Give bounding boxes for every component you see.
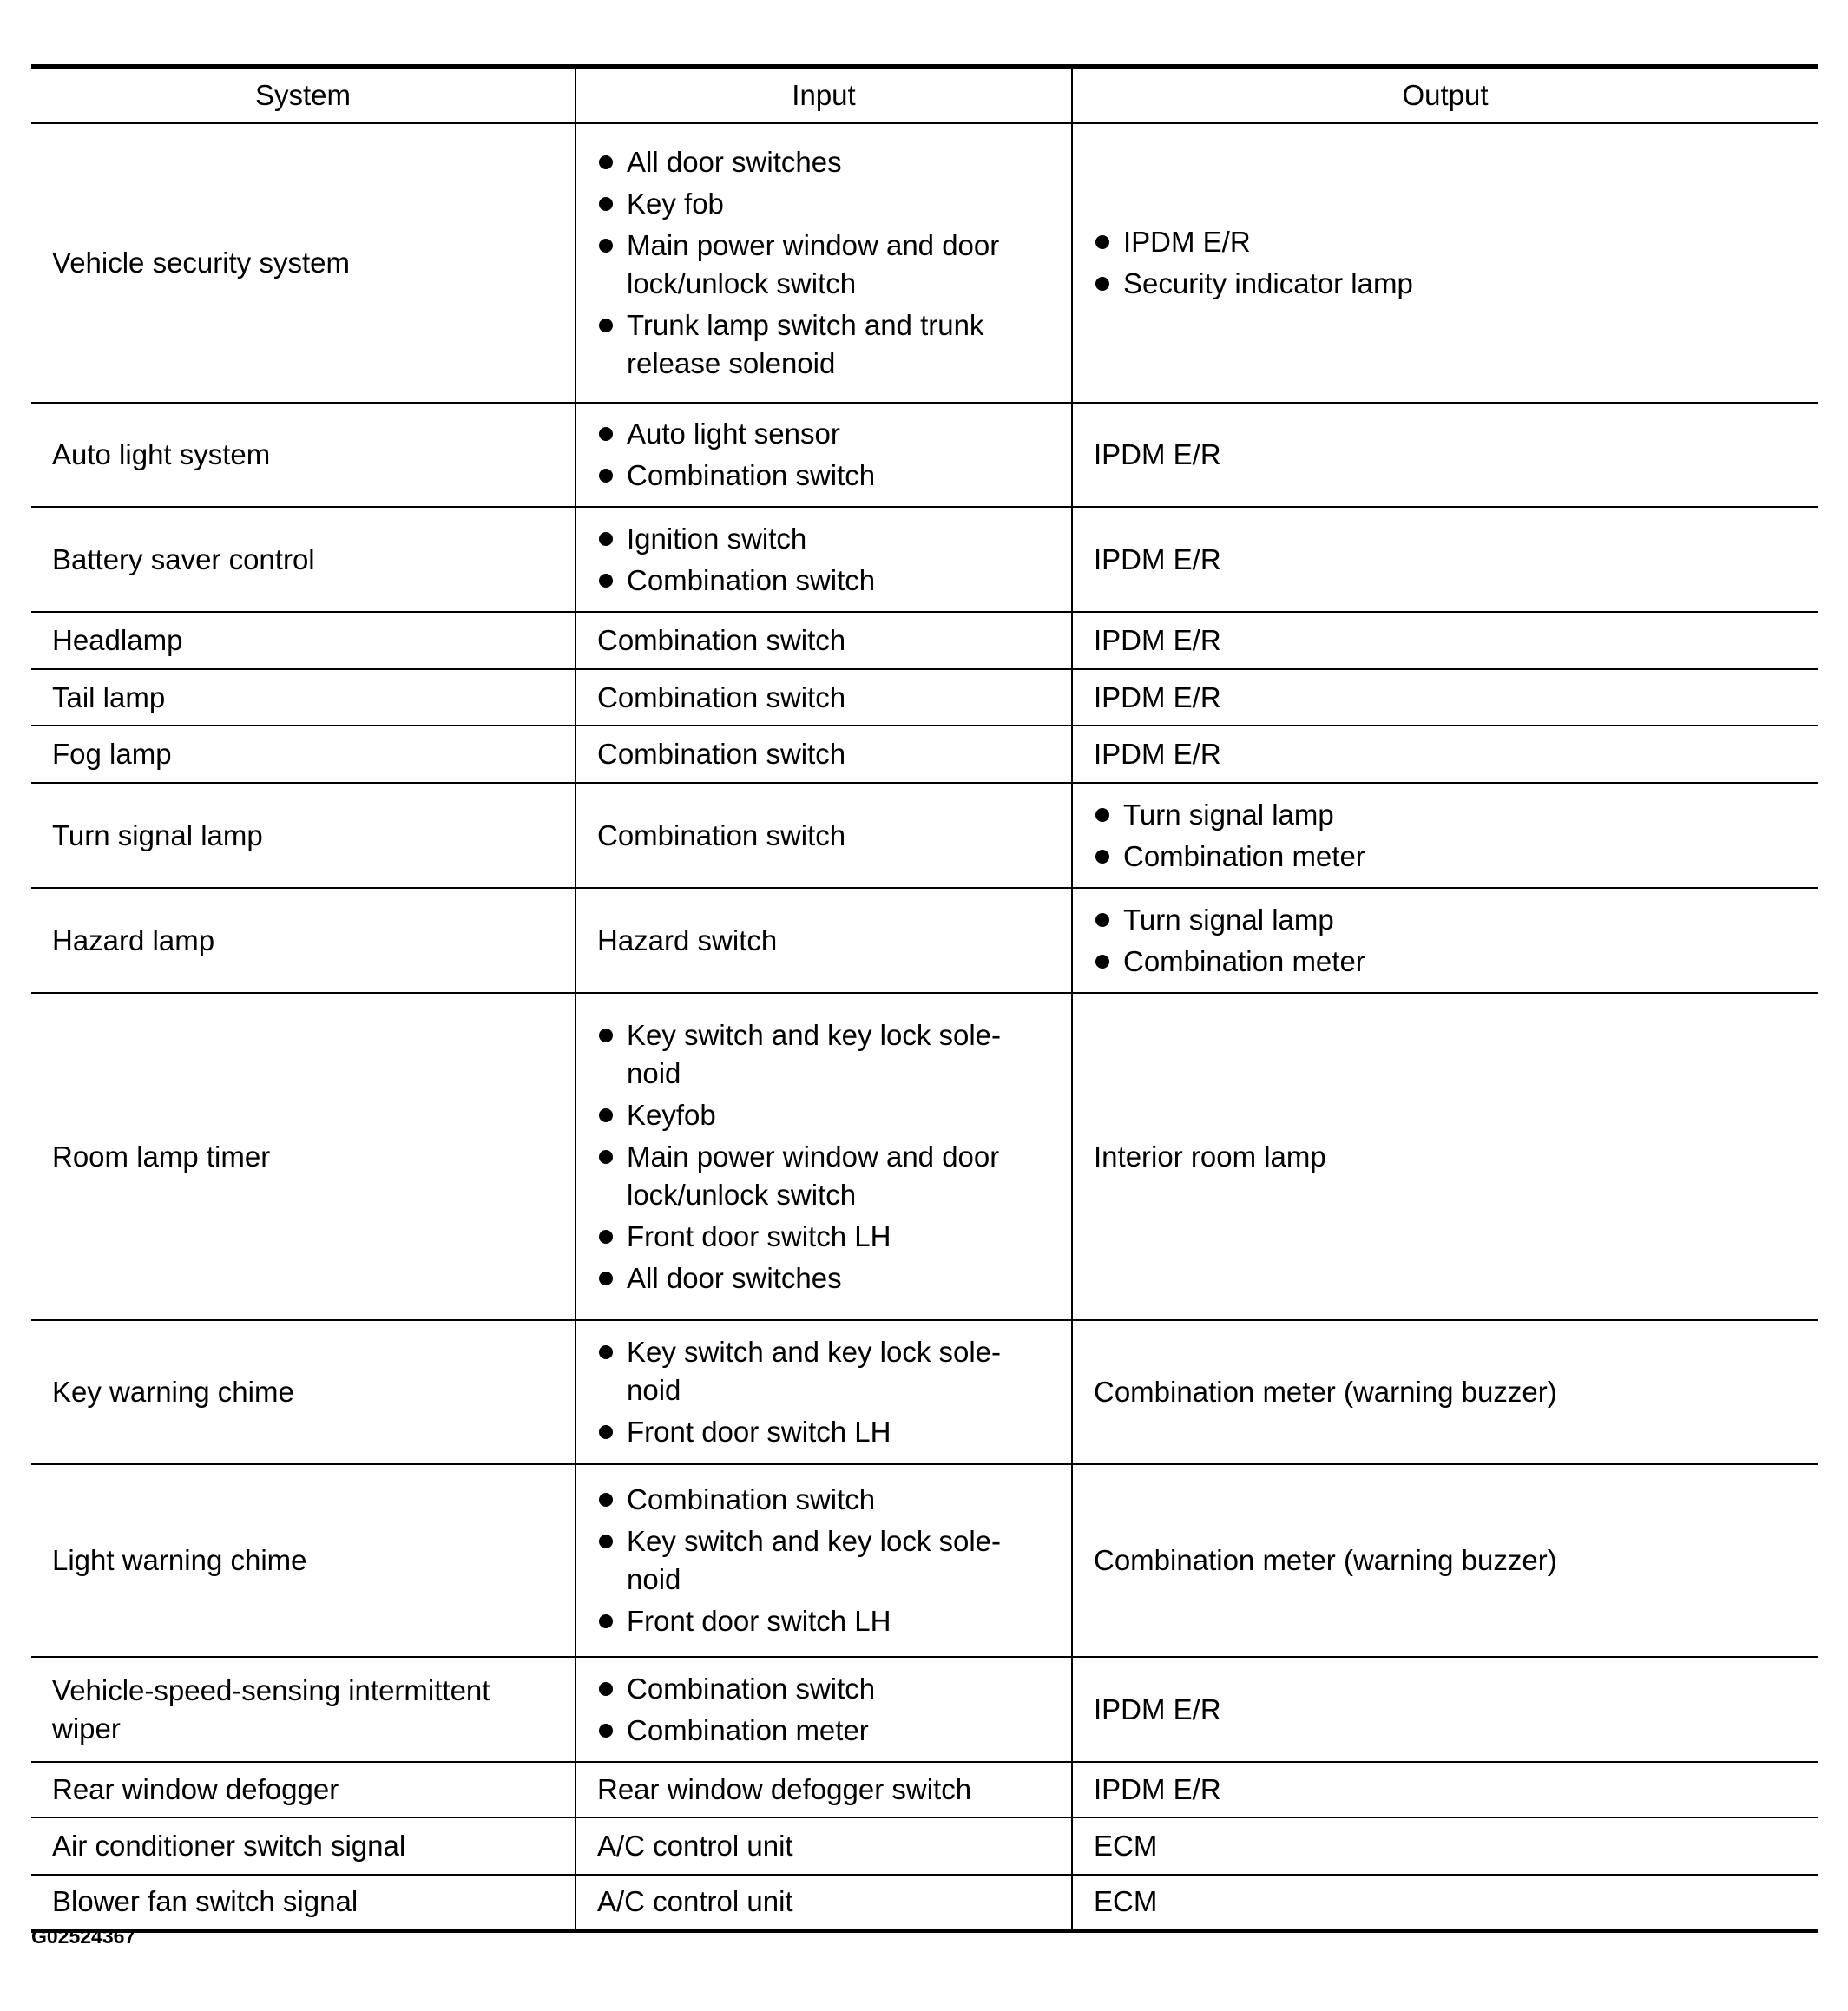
cell-system: Air conditioner switch signal [31,1817,575,1875]
cell-system: Key warning chime [31,1320,575,1464]
cell-output [1072,783,1818,888]
cell-output: IPDM E/R [1072,726,1818,783]
cell-output [1072,888,1818,993]
cell-output: Combination meter (warning buzzer) [1072,1320,1818,1464]
input-bullet-item: Trunk lamp switch and trunk release solenoid [597,306,1054,383]
cell-output: IPDM E/R [1072,403,1818,507]
table-row [31,507,1818,612]
table-row [31,1817,1818,1875]
table-row [31,1875,1818,1930]
output-bullet-list [1094,223,1800,303]
cell-output: Combination meter (warning buzzer) [1072,1464,1818,1657]
input-bullet-item: Front door switch LH [597,1218,1054,1256]
cell-output: IPDM E/R [1072,1762,1818,1817]
output-bullet-item: Turn signal lamp [1094,796,1800,834]
table-row [31,1762,1818,1817]
cell-input: Combination switch [575,612,1072,669]
cell-system: Headlamp [31,612,575,669]
cell-output: Interior room lamp [1072,993,1818,1320]
table-row [31,783,1818,888]
input-bullet-item: Main power window and door lock/unlock switch [597,1138,1054,1214]
output-bullet-list [1094,901,1800,981]
input-bullet-item: All door switches [597,143,1054,181]
input-bullet-item: All door switches [597,1259,1054,1298]
header-output: Output [1072,67,1818,124]
cell-input [575,993,1072,1320]
input-bullet-list [597,1670,1054,1750]
cell-input [575,123,1072,403]
cell-input: Combination switch [575,783,1072,888]
input-bullet-item: Key fob [597,185,1054,223]
cell-system: Fog lamp [31,726,575,783]
input-bullet-item: Keyfob [597,1096,1054,1134]
table-row [31,1464,1818,1657]
table-row [31,669,1818,726]
input-bullet-item: Ignition switch [597,520,1054,558]
cell-output: IPDM E/R [1072,669,1818,726]
output-bullet-list [1094,796,1800,876]
cell-input [575,1320,1072,1464]
input-bullet-list [597,143,1054,383]
output-bullet-item: Combination meter [1094,838,1800,876]
input-bullet-item: Key switch and key lock sole-noid [597,1333,1054,1410]
figure-code: G02524367 [31,1925,136,1948]
input-bullet-item: Front door switch LH [597,1413,1054,1451]
input-bullet-item: Key switch and key lock sole-noid [597,1016,1054,1093]
system-io-table [31,64,1818,1933]
table-row [31,726,1818,783]
output-bullet-item: Combination meter [1094,943,1800,981]
cell-output: IPDM E/R [1072,612,1818,669]
input-bullet-item: Combination switch [597,1481,1054,1519]
cell-input: Hazard switch [575,888,1072,993]
input-bullet-item: Auto light sensor [597,415,1054,453]
cell-input [575,1657,1072,1762]
input-bullet-list [597,1333,1054,1451]
cell-system: Light warning chime [31,1464,575,1657]
cell-input: Combination switch [575,726,1072,783]
input-bullet-list [597,1016,1054,1298]
cell-system: Hazard lamp [31,888,575,993]
header-row [31,67,1818,124]
table-row [31,1320,1818,1464]
input-bullet-list [597,520,1054,600]
cell-input: Rear window defogger switch [575,1762,1072,1817]
cell-output: ECM [1072,1817,1818,1875]
table-row [31,1657,1818,1762]
table-row [31,403,1818,507]
cell-system: Vehicle security system [31,123,575,403]
cell-input [575,1464,1072,1657]
input-bullet-item: Combination switch [597,562,1054,600]
system-io-table-container [31,64,1818,1933]
cell-input: A/C control unit [575,1817,1072,1875]
cell-system: Tail lamp [31,669,575,726]
cell-input: A/C control unit [575,1875,1072,1930]
input-bullet-item: Combination switch [597,457,1054,495]
input-bullet-list [597,415,1054,495]
cell-output: ECM [1094,1885,1158,1918]
table-body [31,123,1818,1930]
output-bullet-item: Security indicator lamp [1094,265,1800,303]
input-bullet-item: Combination switch [597,1670,1054,1708]
cell-system: Auto light system [31,403,575,507]
cell-input: Combination switch [575,669,1072,726]
cell-system: Battery saver control [31,507,575,612]
cell-system: Room lamp timer [31,993,575,1320]
table-row [31,888,1818,993]
table-row [31,123,1818,403]
cell-input [575,507,1072,612]
cell-system: Rear window defogger [31,1762,575,1817]
output-bullet-item: Turn signal lamp [1094,901,1800,939]
cell-system: Blower fan switch signal [31,1875,575,1930]
input-bullet-item: Main power window and door lock/unlock switch [597,227,1054,303]
header-system: System [31,67,575,124]
input-bullet-item: Key switch and key lock sole-noid [597,1522,1054,1599]
table-header [31,67,1818,124]
cell-output: IPDM E/R [1072,1657,1818,1762]
cell-input [575,403,1072,507]
output-bullet-item: IPDM E/R [1094,223,1800,261]
input-bullet-item: Front door switch LH [597,1602,1054,1640]
cell-output [1072,123,1818,403]
cell-output: IPDM E/R [1072,507,1818,612]
input-bullet-item: Combination meter [597,1712,1054,1750]
table-row [31,612,1818,669]
header-input: Input [575,67,1072,124]
table-row [31,993,1818,1320]
cell-system: Turn signal lamp [31,783,575,888]
input-bullet-list [597,1481,1054,1640]
cell-system: Vehicle-speed-sensing intermittent wiper [31,1657,575,1762]
